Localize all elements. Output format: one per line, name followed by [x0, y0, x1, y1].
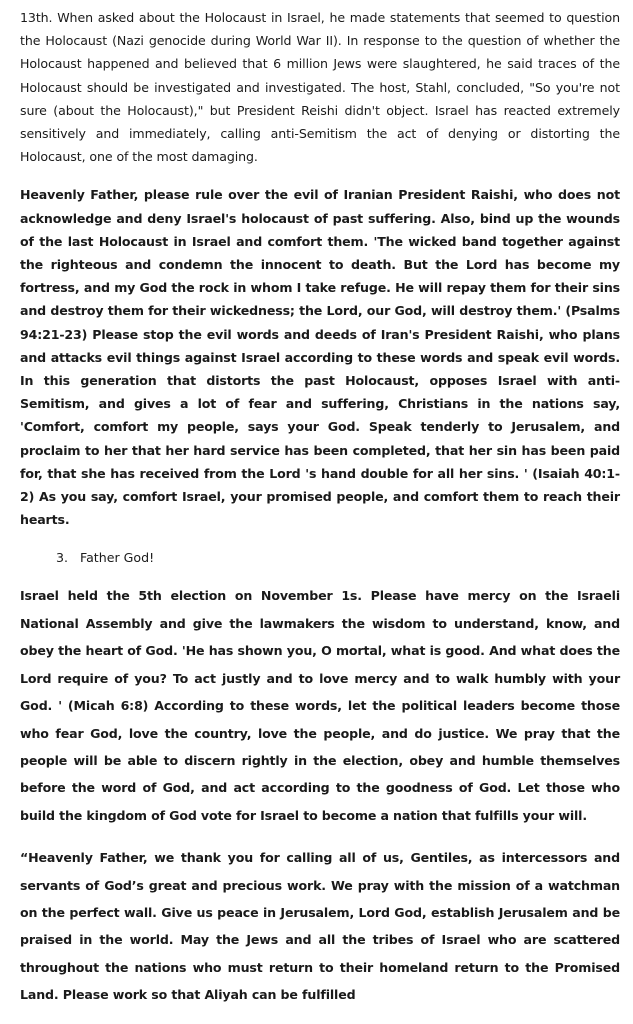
list-item-father-god — [20, 546, 620, 569]
list-number: 3. — [56, 550, 69, 566]
prayer-paragraph-raishi: Heavenly Father, please rule over the evil of Iranian President Raishi, who does not acknowledge and deny Israel's holocaust of past suffering. Also, bind up the wounds of the last Holocaust in Israel and comfort them. 'The wicked band together against the righteous and condemn the innocent to death. But the Lord has become my fortress, and my God the rock in whom I take refuge. He will repay them for their sins and destroy them for their wickedness; the Lord, our God, will destroy them.' (Psalms 94:21-23) Please stop the evil words and deeds of Iran's President Raishi, who plans and attacks evil things against Israel according to these words and speak evil words. In this generation that distorts the past Holocaust, opposes Israel with anti-Semitism, and gives a lot of fear and suffering, Christians in the nations say, 'Comfort, comfort my people, says your God. Speak tenderly to Jerusalem, and proclaim to her that her hard service has been completed, that her sin has been paid for, that she has received from the Lord 's hand double for all her sins. ' (Isaiah 40:1-2) As you say, comfort Israel, your promised people, and comfort them to reach their hearts. — [20, 187, 620, 528]
document-page — [20, 6, 620, 1024]
prayer-paragraph-election: Israel held the 5th election on November 1s. Please have mercy on the Israeli National Assembly and give the lawmakers the wisdom to understand, know, and obey the heart of God. 'He has shown you, O mortal, what is good. And what does the Lord require of you? To act justly and to love mercy and to walk humbly with your God. ' (Micah 6:8) According to these words, let the political leaders become those who fear God, love the country, love the people, and do justice. We pray that the people will be able to discern rightly in the election, obey and humble themselves before the word of God, and act according to the goodness of God. Let those who build the kingdom of God vote for Israel to become a nation that fulfills your will. — [20, 588, 620, 823]
prayer-paragraph-intercessors: “Heavenly Father, we thank you for calling all of us, Gentiles, as intercessors and servants of God’s great and precious work. We pray with the mission of a watchman on the perfect wall. Give us peace in Jerusalem, Lord God, establish Jerusalem and be praised in the world. May the Jews and all the tribes of Israel who are scattered throughout the nations who must return to their homeland return to the Promised Land. Please work so that Aliyah can be fulfilled — [20, 850, 620, 1003]
paragraph-holocaust-report: 13th. When asked about the Holocaust in Israel, he made statements that seemed to question the Holocaust (Nazi genocide during World War II). In response to the question of whether the Holocaust happened and believed that 6 million Jews were slaughtered, he said traces of the Holocaust should be investigated and investigated. The host, Stahl, concluded, "So you're not sure (about the Holocaust)," but President Reishi didn't object. Israel has reacted extremely sensitively and immediately, calling anti-Semitism the act of denying or distorting the Holocaust, one of the most damaging. — [20, 10, 620, 165]
list-item-text: Father God! — [80, 550, 155, 566]
